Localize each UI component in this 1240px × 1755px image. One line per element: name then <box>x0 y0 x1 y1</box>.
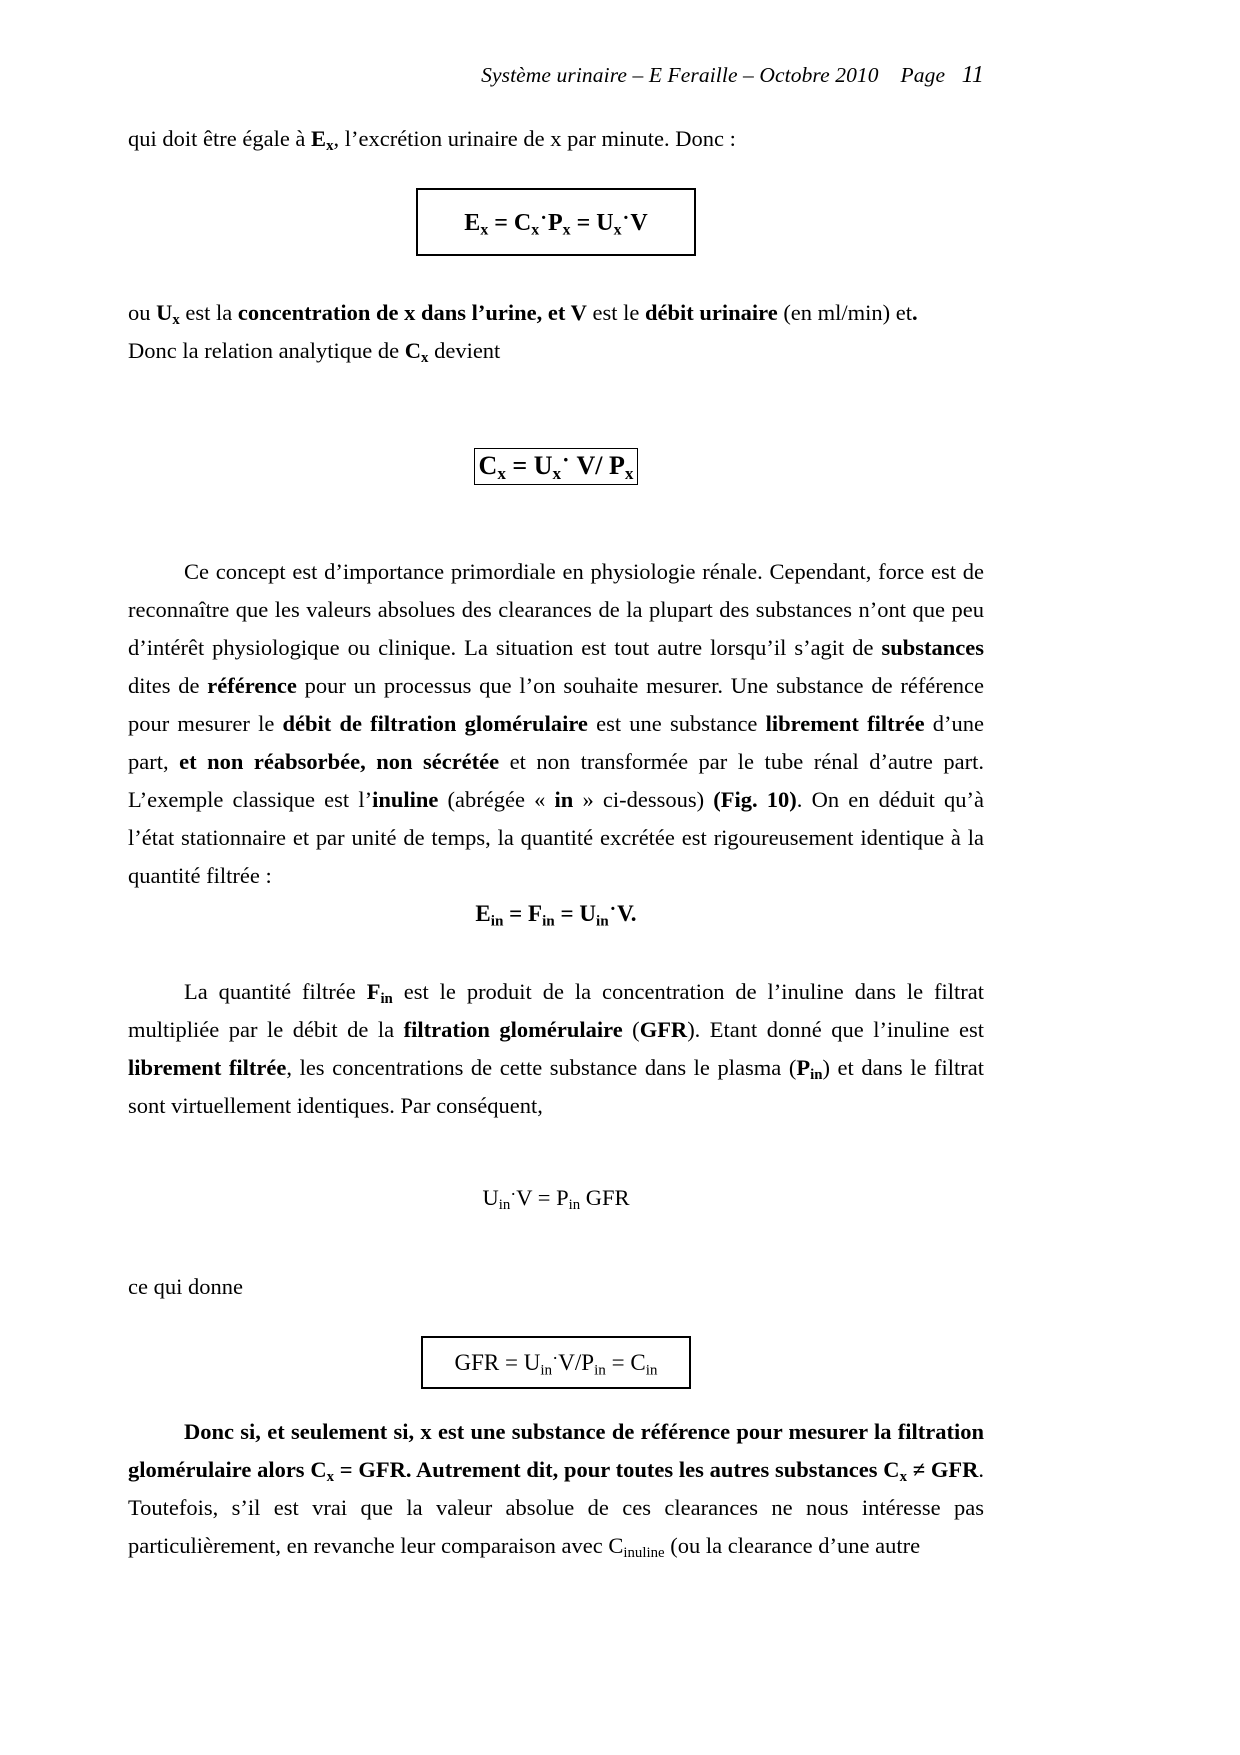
main-bold-5: et non réabsorbée, non sécrétée <box>179 749 500 774</box>
f2-U: U <box>533 451 553 480</box>
q-text-4: ). Etant donné que l’inuline est <box>687 1017 984 1042</box>
f5-GFR: GFR = <box>454 1350 524 1375</box>
q-bold-1: filtration glomérulaire <box>403 1017 623 1042</box>
f3-V: V. <box>617 901 637 926</box>
intro-line <box>128 120 984 158</box>
f2-P: P <box>608 451 625 480</box>
final-text-2: . Toutefois, s’il est vrai que la valeur absolue de ces clearances ne nous intéresse pas particulièrement, en revanche leur comparaison avec C <box>128 1457 984 1558</box>
ou-bold-1: concentration de x dans l’urine, et V <box>237 300 587 325</box>
f4-dot: · <box>510 1183 517 1204</box>
donc-text-1: Donc la relation analytique de <box>128 338 405 363</box>
f3-F-sub: in <box>542 912 555 930</box>
f4-GFR: GFR <box>580 1185 630 1210</box>
f3-dot: · <box>609 899 617 921</box>
donc-symbol-C-sub: x <box>421 350 429 367</box>
f1-dot1: · <box>540 206 547 229</box>
main-text-6: et non transformée par le tube rénal d’autre part. L’exemple classique est l’ <box>128 749 985 812</box>
ou-symbol-U-sub: x <box>172 312 180 329</box>
q-text-1: La quantité filtrée <box>184 979 367 1004</box>
q-text-5: , les concentrations de cette substance dans le plasma ( <box>286 1055 797 1080</box>
main-bold-7: in <box>554 787 574 812</box>
f2-C-sub: x <box>497 463 506 483</box>
q-symbol-F: F <box>366 979 381 1004</box>
formula-Ein <box>128 895 984 935</box>
main-text-9: . On en déduit qu’à l’état stationnaire et par unité de temps, la quantité excrétée est rigoureusement identique à la quantité filtrée : <box>128 787 984 888</box>
f4-U-sub: in <box>498 1197 511 1214</box>
paragraph-ce-qui-donne: ce qui donne <box>128 1274 243 1299</box>
intro-text-b: , l’excrétion urinaire de x par minute. Donc : <box>333 126 736 151</box>
main-text-4: est une substance <box>587 711 766 736</box>
f1-E-sub: x <box>480 221 489 239</box>
q-bold-2: GFR <box>639 1017 688 1042</box>
main-text-3: pour un processus que l’on souhaite mesurer. Une substance de référence pour mesurer le <box>128 673 984 736</box>
f1-C: C <box>513 210 532 236</box>
formula-box-2 <box>474 448 639 485</box>
f1-U: U <box>596 210 614 236</box>
page-number: 11 <box>961 62 984 88</box>
q-text-3: ( <box>622 1017 640 1042</box>
final-bold-2-sub: x <box>899 1469 907 1486</box>
ou-bold-2: débit urinaire <box>644 300 778 325</box>
main-text-1: Ce concept est d’importance primordiale en physiologie rénale. Cependant, force est de reconnaître que les valeurs absolues des clearances de la plupart des substances n’ont que peu d’intérêt physiologique ou clinique. La situation est tout autre lorsqu’il s’agit de <box>128 559 984 660</box>
paragraph-ou <box>128 294 984 332</box>
q-symbol-P-sub: in <box>810 1067 823 1084</box>
f5-VP: V/P <box>558 1350 595 1375</box>
f1-dot2: · <box>622 206 630 229</box>
formula-box-3-row <box>128 1336 984 1389</box>
main-bold-1: substances <box>881 635 984 660</box>
f3-E-sub: in <box>490 912 504 930</box>
final-bold-1-sub: x <box>326 1469 335 1486</box>
f4-P: P <box>556 1185 569 1210</box>
final-text-3: (ou la clearance d’une autre <box>664 1533 921 1558</box>
q-symbol-F-sub: in <box>380 991 393 1008</box>
f1-eq1: = <box>488 210 514 236</box>
main-text-2: dites de <box>128 673 208 698</box>
formula-box-1-row <box>128 188 984 256</box>
f1-C-sub: x <box>531 221 540 239</box>
f2-C: C <box>478 451 498 480</box>
main-bold-3: débit de filtration glomérulaire <box>282 711 588 736</box>
ou-text-3: est le <box>586 300 645 325</box>
formula-box-2-row <box>128 448 984 485</box>
paragraph-donc-final <box>128 1413 984 1565</box>
formula-UinV <box>128 1179 984 1218</box>
page-content <box>128 0 984 1565</box>
final-bold-donc: Donc <box>184 1419 241 1444</box>
ou-text-1: ou <box>128 300 157 325</box>
ou-bold-period: . <box>912 300 918 325</box>
intro-symbol-E: E <box>311 126 327 151</box>
q-bold-3: librement filtrée <box>128 1055 287 1080</box>
f1-U-sub: x <box>613 221 622 239</box>
f1-eq2: = <box>570 210 597 236</box>
f4-V: V = <box>516 1185 557 1210</box>
paragraph-quantite <box>128 973 984 1125</box>
intro-symbol-E-sub: x <box>326 138 334 155</box>
f3-eq1: = <box>503 901 529 926</box>
q-symbol-P: P <box>796 1055 811 1080</box>
f5-eq: = C <box>605 1350 646 1375</box>
main-bold-4: librement filtrée <box>765 711 925 736</box>
f3-eq2: = <box>554 901 580 926</box>
paragraph-main <box>128 553 984 895</box>
donc-symbol-C: C <box>404 338 422 363</box>
f4-P-sub: in <box>568 1197 581 1214</box>
running-title: Système urinaire – E Feraille – Octobre 2010 <box>481 63 879 87</box>
f3-U: U <box>579 901 596 926</box>
f1-E: E <box>464 210 481 236</box>
f5-P-sub: in <box>594 1361 606 1379</box>
q-text-6: ) et dans le filtrat sont virtuellement identiques. Par conséquent, <box>128 1055 984 1118</box>
f3-F: F <box>528 901 543 926</box>
formula-box-3 <box>421 1336 691 1389</box>
f5-C-sub: in <box>645 1361 658 1379</box>
f1-P: P <box>548 210 563 236</box>
main-text-8: » ci-dessous) <box>573 787 714 812</box>
main-text-7: (abrégée « <box>438 787 555 812</box>
f2-v-slash: V/ <box>570 451 609 480</box>
final-sub-inuline: inuline <box>623 1545 665 1562</box>
main-bold-2: référence <box>207 673 297 698</box>
final-bold-1: si, et seulement si, x est une substance de référence pour mesurer la filtration glomérulaire alors C <box>128 1419 985 1482</box>
q-text-2: est le produit de la concentration de l’inuline dans le filtrat multipliée par le débit de la <box>128 979 985 1042</box>
main-text-5: d’une part, <box>128 711 984 774</box>
donc-text-2: devient <box>428 338 501 363</box>
page-label: Page <box>900 63 946 87</box>
f2-eq: = <box>505 451 534 480</box>
final-bold-2: = GFR. Autrement dit, pour toutes les autres substances C <box>334 1457 900 1482</box>
intro-text-a: qui doit être égale à <box>128 126 312 151</box>
ou-symbol-U: U <box>156 300 173 325</box>
f1-V: V <box>630 210 648 236</box>
f2-dot: · <box>562 447 570 473</box>
f5-U: U <box>523 1350 541 1375</box>
main-bold-8: (Fig. 10) <box>713 787 797 812</box>
f1-P-sub: x <box>562 221 571 239</box>
formula-box-1 <box>416 188 696 256</box>
f5-U-sub: in <box>540 1361 553 1379</box>
f3-U-sub: in <box>595 912 609 930</box>
f5-dot: · <box>552 1348 559 1369</box>
f4-U: U <box>482 1185 499 1210</box>
ou-text-4: (en ml/min) et <box>777 300 913 325</box>
f2-P-sub: x <box>624 463 634 483</box>
ou-text-2: est la <box>179 300 238 325</box>
f2-U-sub: x <box>552 463 562 483</box>
f3-E: E <box>475 901 491 926</box>
main-bold-6: inuline <box>372 787 439 812</box>
final-bold-neq: ≠ GFR <box>906 1457 979 1482</box>
paragraph-donc-relation <box>128 332 984 370</box>
